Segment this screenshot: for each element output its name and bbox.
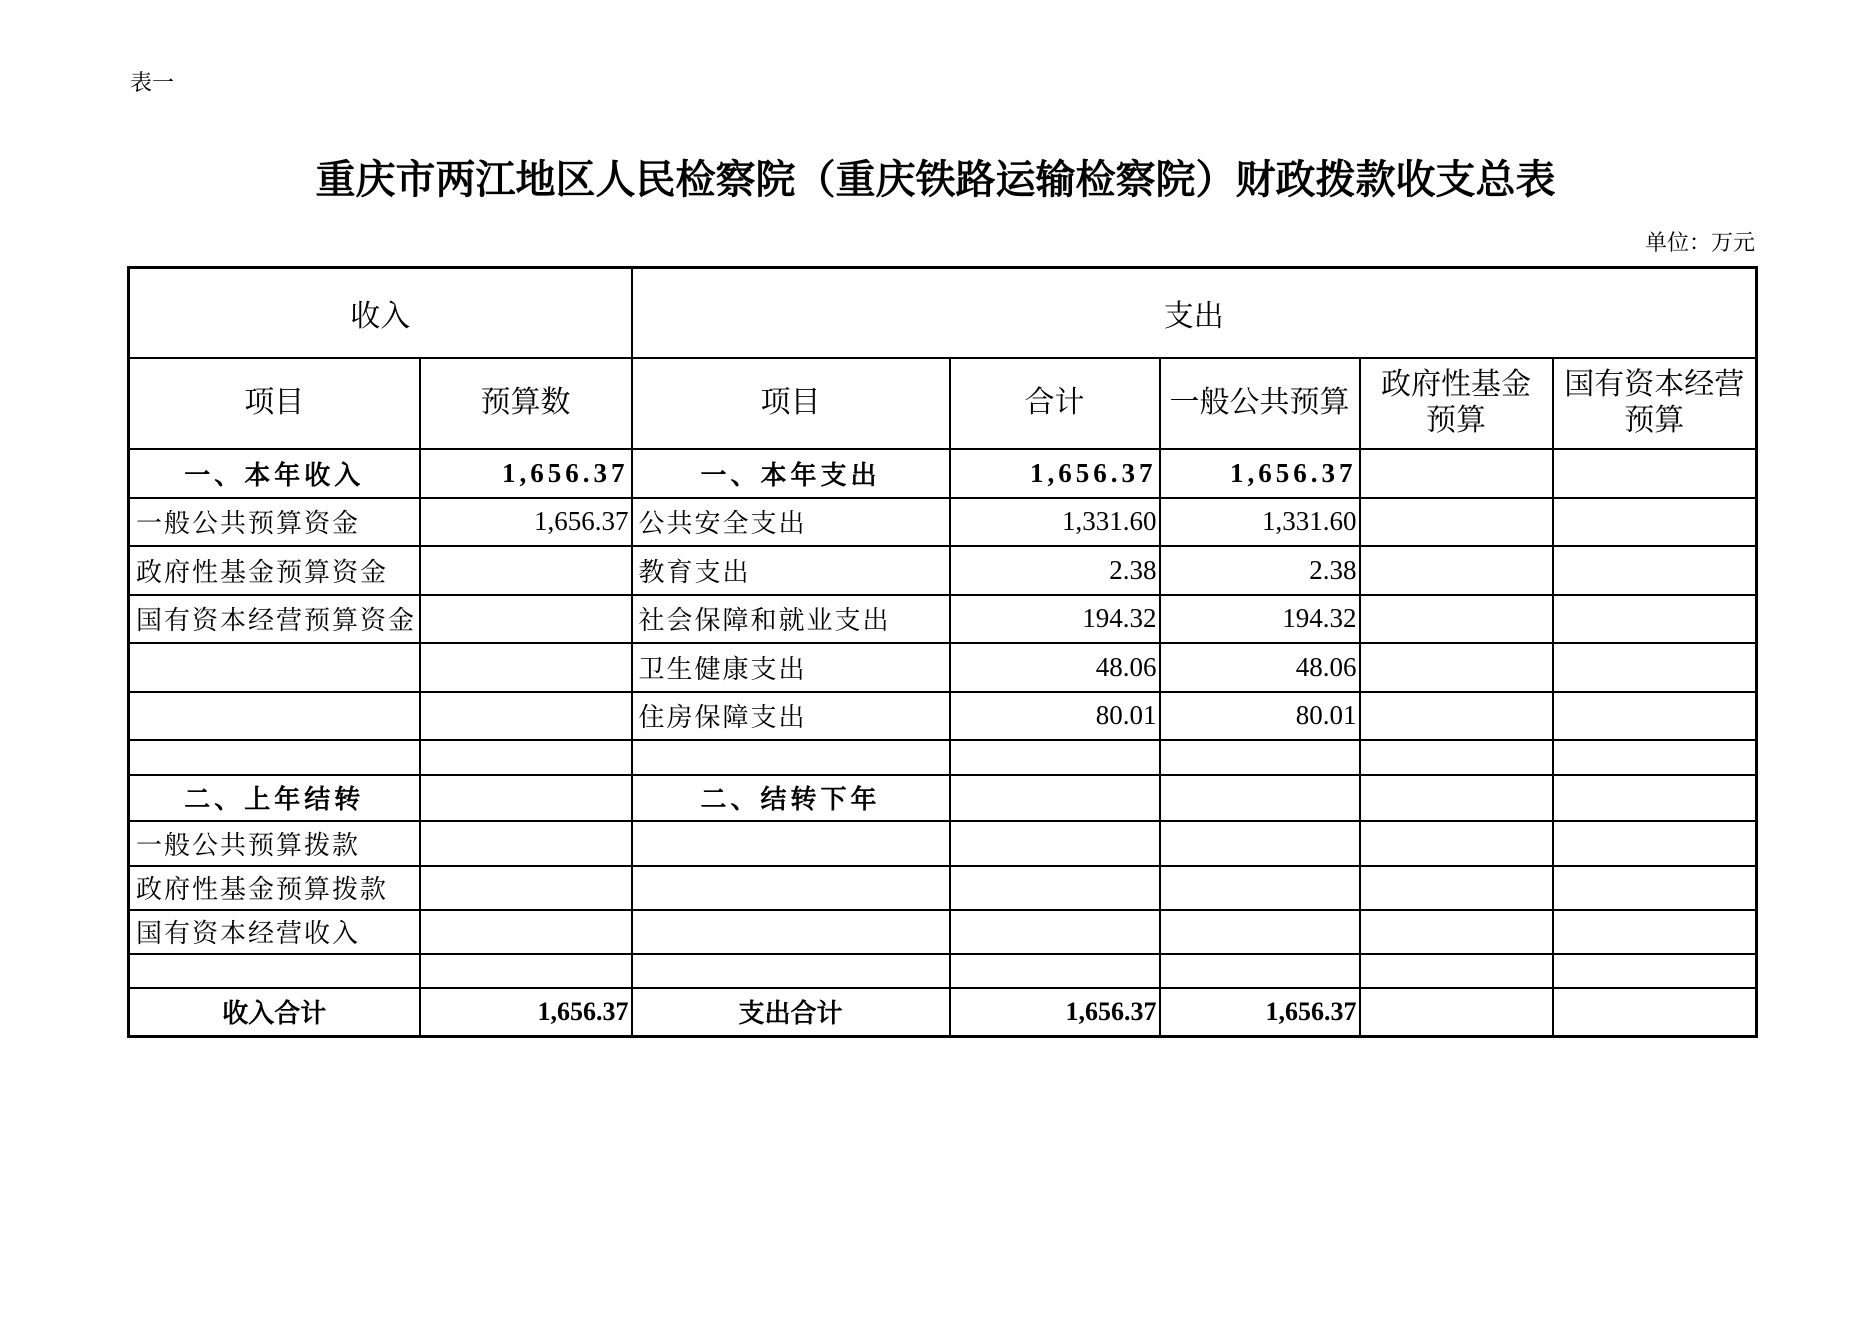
general-budget-cell: 48.06 — [1160, 643, 1360, 692]
gov-fund-cell — [1360, 643, 1553, 692]
expense-item-cell — [632, 821, 950, 866]
gov-fund-total-value — [1360, 988, 1553, 1037]
state-capital-cell — [1553, 775, 1757, 821]
gov-fund-cell — [1360, 692, 1553, 740]
state-capital-cell — [1553, 692, 1757, 740]
expense-item-cell: 一、本年支出 — [632, 449, 950, 498]
income-item-cell — [129, 692, 420, 740]
table-row — [129, 954, 1757, 988]
expense-item-cell: 教育支出 — [632, 546, 950, 595]
table-row — [129, 449, 1757, 498]
income-item-header: 项目 — [129, 358, 420, 449]
page-title: 重庆市两江地区人民检察院（重庆铁路运输检察院）财政拨款收支总表 — [315, 156, 1556, 203]
state-capital-total-value — [1553, 988, 1757, 1037]
income-item-cell: 政府性基金预算资金 — [129, 546, 420, 595]
expense-item-cell — [632, 954, 950, 988]
income-value-cell — [420, 910, 632, 954]
expense-item-cell: 公共安全支出 — [632, 498, 950, 546]
general-budget-cell — [1160, 740, 1360, 775]
state-capital-header — [1553, 358, 1757, 449]
table-row — [129, 775, 1757, 821]
finance-summary-table — [127, 266, 1758, 1038]
state-capital-cell — [1553, 740, 1757, 775]
expense-item-cell — [632, 866, 950, 910]
expense-item-cell: 住房保障支出 — [632, 692, 950, 740]
table-row — [129, 910, 1757, 954]
table-row — [129, 866, 1757, 910]
table-row — [129, 692, 1757, 740]
general-budget-cell — [1160, 775, 1360, 821]
general-budget-header: 一般公共预算 — [1160, 358, 1360, 449]
income-value-cell — [420, 954, 632, 988]
state-capital-cell — [1553, 498, 1757, 546]
gov-fund-cell — [1360, 449, 1553, 498]
income-item-cell: 国有资本经营预算资金 — [129, 595, 420, 643]
income-value-cell: 1,656.37 — [420, 449, 632, 498]
general-total-value: 1,656.37 — [1160, 988, 1360, 1037]
income-value-cell: 1,656.37 — [420, 498, 632, 546]
state-capital-cell — [1553, 449, 1757, 498]
income-item-cell — [129, 740, 420, 775]
income-value-cell — [420, 866, 632, 910]
general-budget-cell: 194.32 — [1160, 595, 1360, 643]
income-value-cell — [420, 546, 632, 595]
general-budget-cell: 2.38 — [1160, 546, 1360, 595]
expense-total-cell: 1,331.60 — [950, 498, 1160, 546]
unit-label: 单位：万元 — [1644, 231, 1755, 256]
expense-total-cell: 194.32 — [950, 595, 1160, 643]
gov-fund-header-line2: 预算 — [1426, 403, 1486, 438]
state-capital-cell — [1553, 866, 1757, 910]
expense-item-cell: 二、结转下年 — [632, 775, 950, 821]
income-value-cell — [420, 740, 632, 775]
state-capital-cell — [1553, 643, 1757, 692]
state-capital-cell — [1553, 821, 1757, 866]
general-budget-cell: 1,656.37 — [1160, 449, 1360, 498]
gov-fund-header — [1360, 358, 1553, 449]
table-row — [129, 643, 1757, 692]
gov-fund-cell — [1360, 775, 1553, 821]
income-item-cell: 一般公共预算拨款 — [129, 821, 420, 866]
expense-total-cell: 2.38 — [950, 546, 1160, 595]
expense-item-cell — [632, 910, 950, 954]
total-header: 合计 — [950, 358, 1160, 449]
table-row — [129, 595, 1757, 643]
income-item-cell: 二、上年结转 — [129, 775, 420, 821]
income-header: 收入 — [129, 268, 632, 358]
expense-item-cell — [632, 740, 950, 775]
table-row — [129, 821, 1757, 866]
income-item-cell: 国有资本经营收入 — [129, 910, 420, 954]
gov-fund-cell — [1360, 821, 1553, 866]
expense-total-cell: 80.01 — [950, 692, 1160, 740]
income-item-cell — [129, 643, 420, 692]
income-item-cell — [129, 954, 420, 988]
state-capital-cell — [1553, 954, 1757, 988]
income-value-cell — [420, 595, 632, 643]
state-capital-cell — [1553, 546, 1757, 595]
table-row — [129, 498, 1757, 546]
general-budget-cell — [1160, 910, 1360, 954]
table-row — [129, 740, 1757, 775]
income-value-cell — [420, 692, 632, 740]
income-item-cell: 政府性基金预算拨款 — [129, 866, 420, 910]
state-capital-cell — [1553, 595, 1757, 643]
expense-total-value: 1,656.37 — [950, 988, 1160, 1037]
expense-item-cell: 卫生健康支出 — [632, 643, 950, 692]
gov-fund-cell — [1360, 740, 1553, 775]
gov-fund-cell — [1360, 866, 1553, 910]
table-label: 表一 — [130, 71, 175, 96]
gov-fund-header-line1: 政府性基金 — [1381, 367, 1531, 402]
gov-fund-cell — [1360, 910, 1553, 954]
income-budget-header: 预算数 — [420, 358, 632, 449]
income-item-cell: 一、本年收入 — [129, 449, 420, 498]
income-value-cell — [420, 643, 632, 692]
table-row — [129, 546, 1757, 595]
income-item-cell: 一般公共预算资金 — [129, 498, 420, 546]
expense-total-cell: 1,656.37 — [950, 449, 1160, 498]
general-budget-cell: 80.01 — [1160, 692, 1360, 740]
general-budget-cell — [1160, 954, 1360, 988]
gov-fund-cell — [1360, 498, 1553, 546]
income-value-cell — [420, 775, 632, 821]
gov-fund-cell — [1360, 595, 1553, 643]
expense-total-label: 支出合计 — [632, 988, 950, 1037]
state-capital-header-line1: 国有资本经营 — [1564, 367, 1745, 402]
expense-total-cell — [950, 910, 1160, 954]
expense-total-cell — [950, 954, 1160, 988]
expense-total-cell — [950, 866, 1160, 910]
general-budget-cell — [1160, 866, 1360, 910]
expense-item-cell: 社会保障和就业支出 — [632, 595, 950, 643]
income-total-value: 1,656.37 — [420, 988, 632, 1037]
general-budget-cell: 1,331.60 — [1160, 498, 1360, 546]
state-capital-cell — [1553, 910, 1757, 954]
gov-fund-cell — [1360, 954, 1553, 988]
state-capital-header-line2: 预算 — [1624, 403, 1685, 438]
expense-item-header: 项目 — [632, 358, 950, 449]
income-value-cell — [420, 821, 632, 866]
general-budget-cell — [1160, 821, 1360, 866]
expense-total-cell — [950, 821, 1160, 866]
expense-total-cell: 48.06 — [950, 643, 1160, 692]
income-total-label: 收入合计 — [129, 988, 420, 1037]
expense-header: 支出 — [632, 268, 1757, 358]
expense-total-cell — [950, 775, 1160, 821]
expense-total-cell — [950, 740, 1160, 775]
gov-fund-cell — [1360, 546, 1553, 595]
